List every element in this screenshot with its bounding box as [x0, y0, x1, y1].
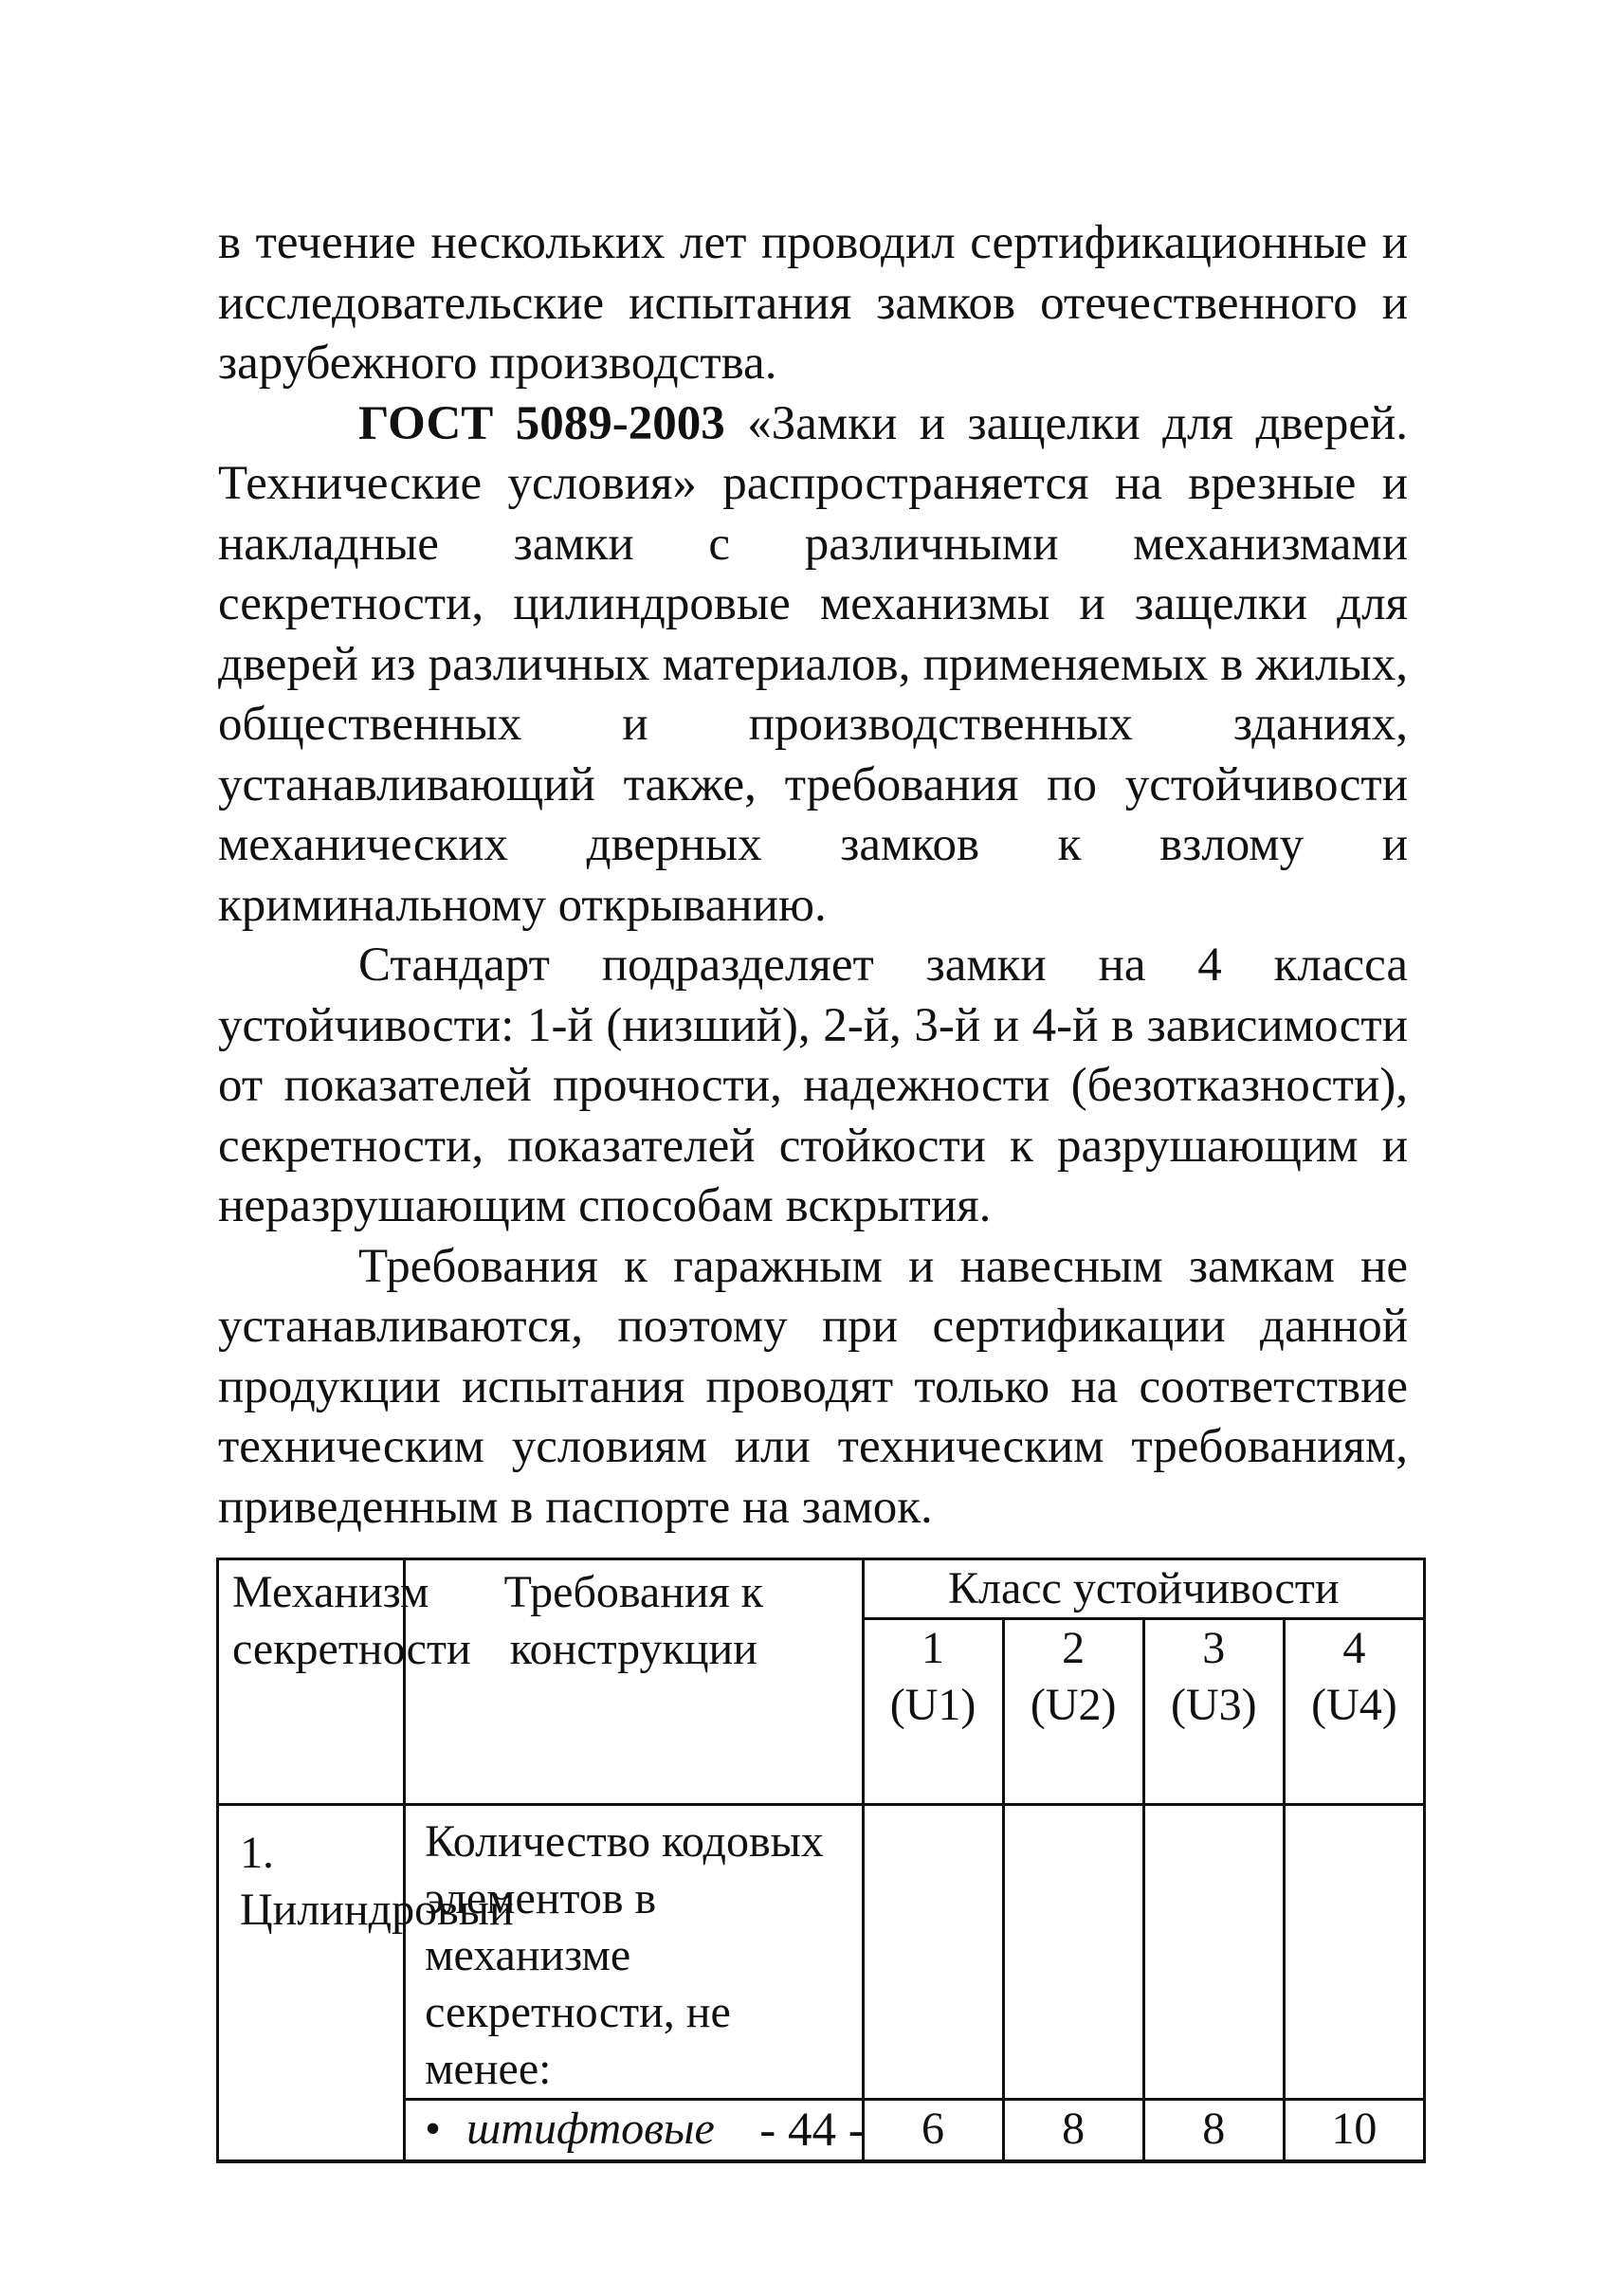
class-4-code: (U4) [1311, 1680, 1397, 1730]
class-1-num: 1 [921, 1623, 945, 1673]
header-class-3 [1143, 1619, 1284, 1805]
paragraph-2-text: «Замки и защелки для дверей. Технические условия» распространяется на врезные и накладные замки с различными механизмами секретности, цилиндровые механизмы и защелки для дверей из различных материалов, применяемых в жилых, общественных и производственных зданиях, устанавливающий также, требования по устойчивости механических дверных замков к взлому и криминальному открыванию. [218, 396, 1409, 932]
header-class-1 [863, 1619, 1003, 1805]
row-2-value-2: 8 [1003, 2100, 1143, 2162]
header-mechanism: Механизм секретности [218, 1559, 405, 1805]
row-1-requirement: Количество кодовых элементов в механизме секретности, не менее: [405, 1805, 863, 2100]
header-requirements: Требования к конструкции [405, 1559, 863, 1805]
bullet-icon: • [425, 2104, 441, 2154]
header-class-4 [1284, 1619, 1424, 1805]
header-class-2 [1003, 1619, 1143, 1805]
class-3-num: 3 [1202, 1623, 1226, 1673]
class-2-num: 2 [1062, 1623, 1086, 1673]
lock-class-table [216, 1558, 1426, 2163]
table-row [218, 1805, 1425, 2100]
class-2-code: (U2) [1030, 1680, 1117, 1730]
row-2-value-4: 10 [1284, 2100, 1424, 2162]
row-2-requirement: штифтовые [466, 2104, 715, 2154]
body-text [218, 213, 1408, 1538]
row-2-value-1: 6 [863, 2100, 1003, 2162]
class-4-num: 4 [1342, 1623, 1366, 1673]
row-1-value-2 [1003, 1805, 1143, 2100]
row-1-value-4 [1284, 1805, 1424, 2100]
row-1-value-3 [1143, 1805, 1284, 2100]
gost-reference: ГОСТ 5089-2003 [358, 396, 725, 450]
row-2-value-3: 8 [1143, 2100, 1284, 2162]
page-number: - 44 - [759, 2104, 865, 2157]
paragraph-1: в течение нескольких лет проводил сертификационные и исследовательские испытания замков отечественного и зарубежного производства. [218, 216, 1408, 390]
row-1-value-1 [863, 1805, 1003, 2100]
class-3-code: (U3) [1170, 1680, 1257, 1730]
paragraph-2 [218, 394, 1408, 937]
paragraph-3: Стандарт подразделяет замки на 4 класса устойчивости: 1-й (низший), 2-й, 3-й и 4-й в зависимости от показателей прочности, надежности (безотказности), секретности, показателей стойкости к разрушающим и неразрушающим способам вскрытия. [218, 938, 1408, 1232]
header-class-group: Класс устойчивости [863, 1559, 1425, 1619]
row-1-mechanism: 1. Цилиндровый [218, 1805, 405, 2100]
class-1-code: (U1) [889, 1680, 976, 1730]
paragraph-4: Требования к гаражным и навесным замкам не устанавливаются, поэтому при сертификации данной продукции испытания проводят только на соответствие техническим условиям или техническим требованиям, приведенным в паспорте на замок. [218, 1239, 1408, 1534]
